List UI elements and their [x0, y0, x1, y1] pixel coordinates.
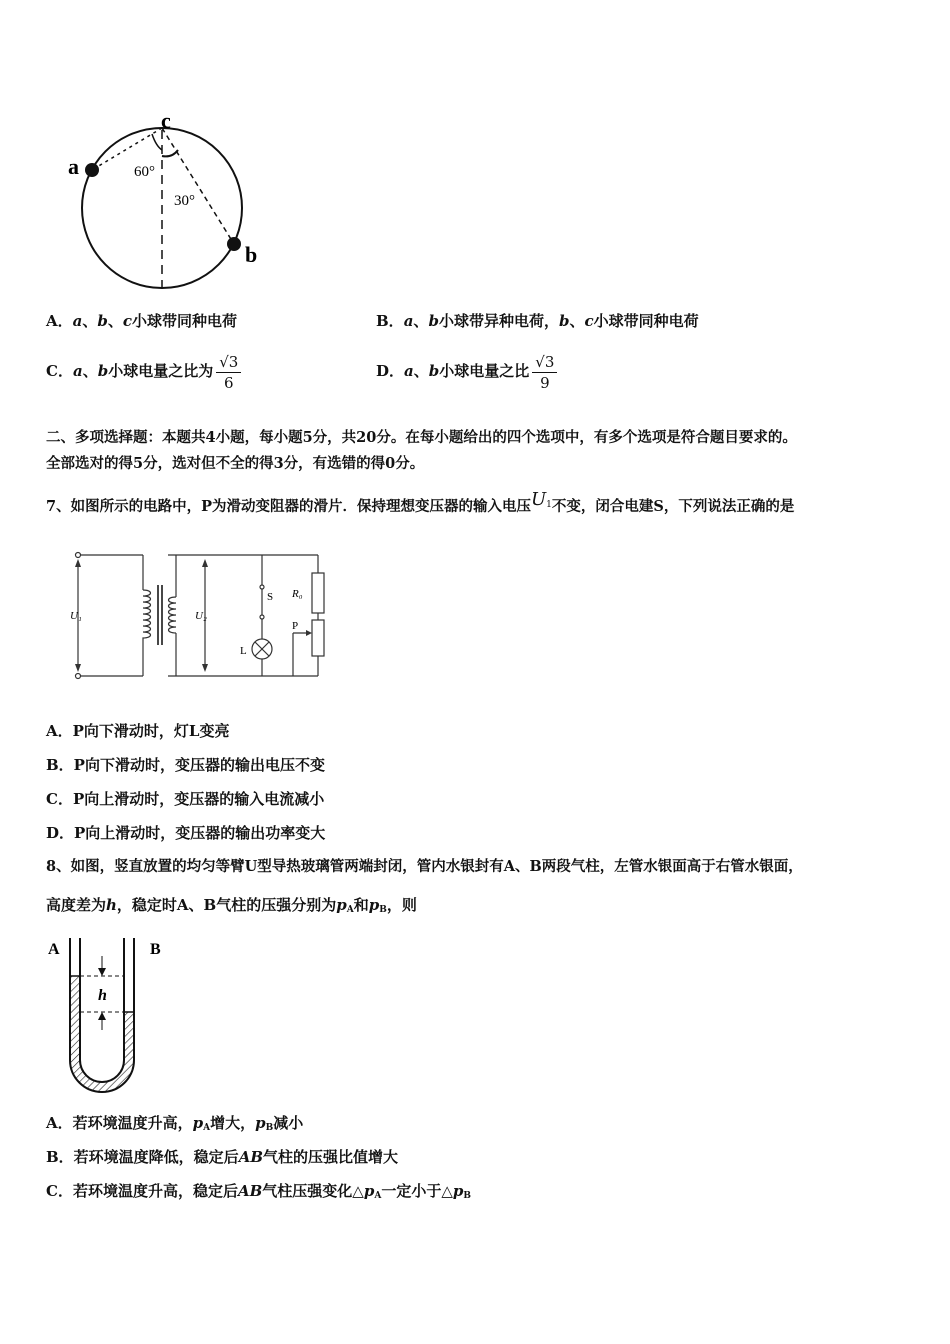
- label-30: 30°: [174, 193, 195, 209]
- q8-stem-line1: 8、如图，竖直放置的均匀等臂U型导热玻璃管两端封闭，管内水银封有A、B两段气柱，左管水银面高于右管水银面，: [46, 858, 803, 875]
- q8-option-b[interactable]: B．若环境温度降低，稳定后AB气柱的压强比值增大: [46, 1148, 399, 1166]
- q6-circle-figure: [60, 110, 280, 295]
- label-u2: U₂: [195, 610, 207, 622]
- q8-option-a[interactable]: A．若环境温度升高，$p_A$增大，$p_B$减小: [46, 1114, 304, 1133]
- q8-u-tube-figure: [40, 930, 180, 1105]
- label-s: S: [267, 591, 274, 603]
- q6-option-c[interactable]: C．a、b小球电量之比为 $\frac{√3}{6}$: [46, 349, 241, 393]
- label-b: b: [245, 242, 258, 267]
- arc-60: [152, 134, 162, 150]
- label-u1: U₁: [70, 610, 82, 622]
- q7-option-c[interactable]: C．P向上滑动时，变压器的输入电流减小: [46, 790, 325, 808]
- line-c-b: [162, 128, 234, 244]
- q7-option-b[interactable]: B．P向下滑动时，变压器的输出电压不变: [46, 756, 325, 774]
- section2-line1: 二、多项选择题：本题共4小题，每小题5分，共20分。在每小题给出的四个选项中，有多个选项是符合题目要求的。: [46, 429, 797, 446]
- q6-option-a[interactable]: A．a、b、c小球带同种电荷: [46, 312, 238, 330]
- fraction-d: $\frac{√3}{9}$: [532, 352, 557, 393]
- label-a: a: [68, 154, 79, 179]
- label-l: L: [240, 645, 247, 657]
- arc-30: [162, 150, 178, 156]
- label-tube-a: A: [48, 941, 60, 958]
- label-h: h: [98, 987, 107, 1004]
- q8-option-c[interactable]: C．若环境温度升高，稳定后AB气柱压强变化$\triangle p_A$一定小于$\triangle p_B$: [46, 1182, 471, 1201]
- label-r0: R₀: [292, 588, 303, 600]
- q7-stem: 7、如图所示的电路中，P为滑动变阻器的滑片．保持理想变压器的输入电压$U^1$不变，闭合电建S，下列说法正确的是: [46, 489, 795, 515]
- q7-option-a[interactable]: A．P向下滑动时，灯L变亮: [46, 722, 230, 740]
- label-p: P: [292, 620, 299, 632]
- q7-circuit-figure: [68, 545, 328, 685]
- q7-option-d[interactable]: D．P向上滑动时，变压器的输出功率变大: [46, 824, 326, 842]
- q8-stem-line2: 高度差为h，稳定时A、B气柱的压强分别为$p_A$和$p_B$，则: [46, 896, 417, 915]
- label-60: 60°: [134, 164, 155, 180]
- label-c: c: [161, 110, 171, 133]
- section2-line2: 全部选对的得5分，选对但不全的得3分，有选错的得0分。: [46, 455, 425, 472]
- label-tube-b: B: [150, 941, 161, 958]
- charge-a: [85, 163, 99, 177]
- q6-option-d[interactable]: D．a、b小球电量之比 $\frac{√3}{9}$: [376, 349, 557, 393]
- charge-b: [227, 237, 241, 251]
- q6-option-b[interactable]: B．a、b小球带异种电荷，b、c小球带同种电荷: [376, 312, 699, 330]
- fraction-c: $\frac{√3}{6}$: [216, 352, 241, 393]
